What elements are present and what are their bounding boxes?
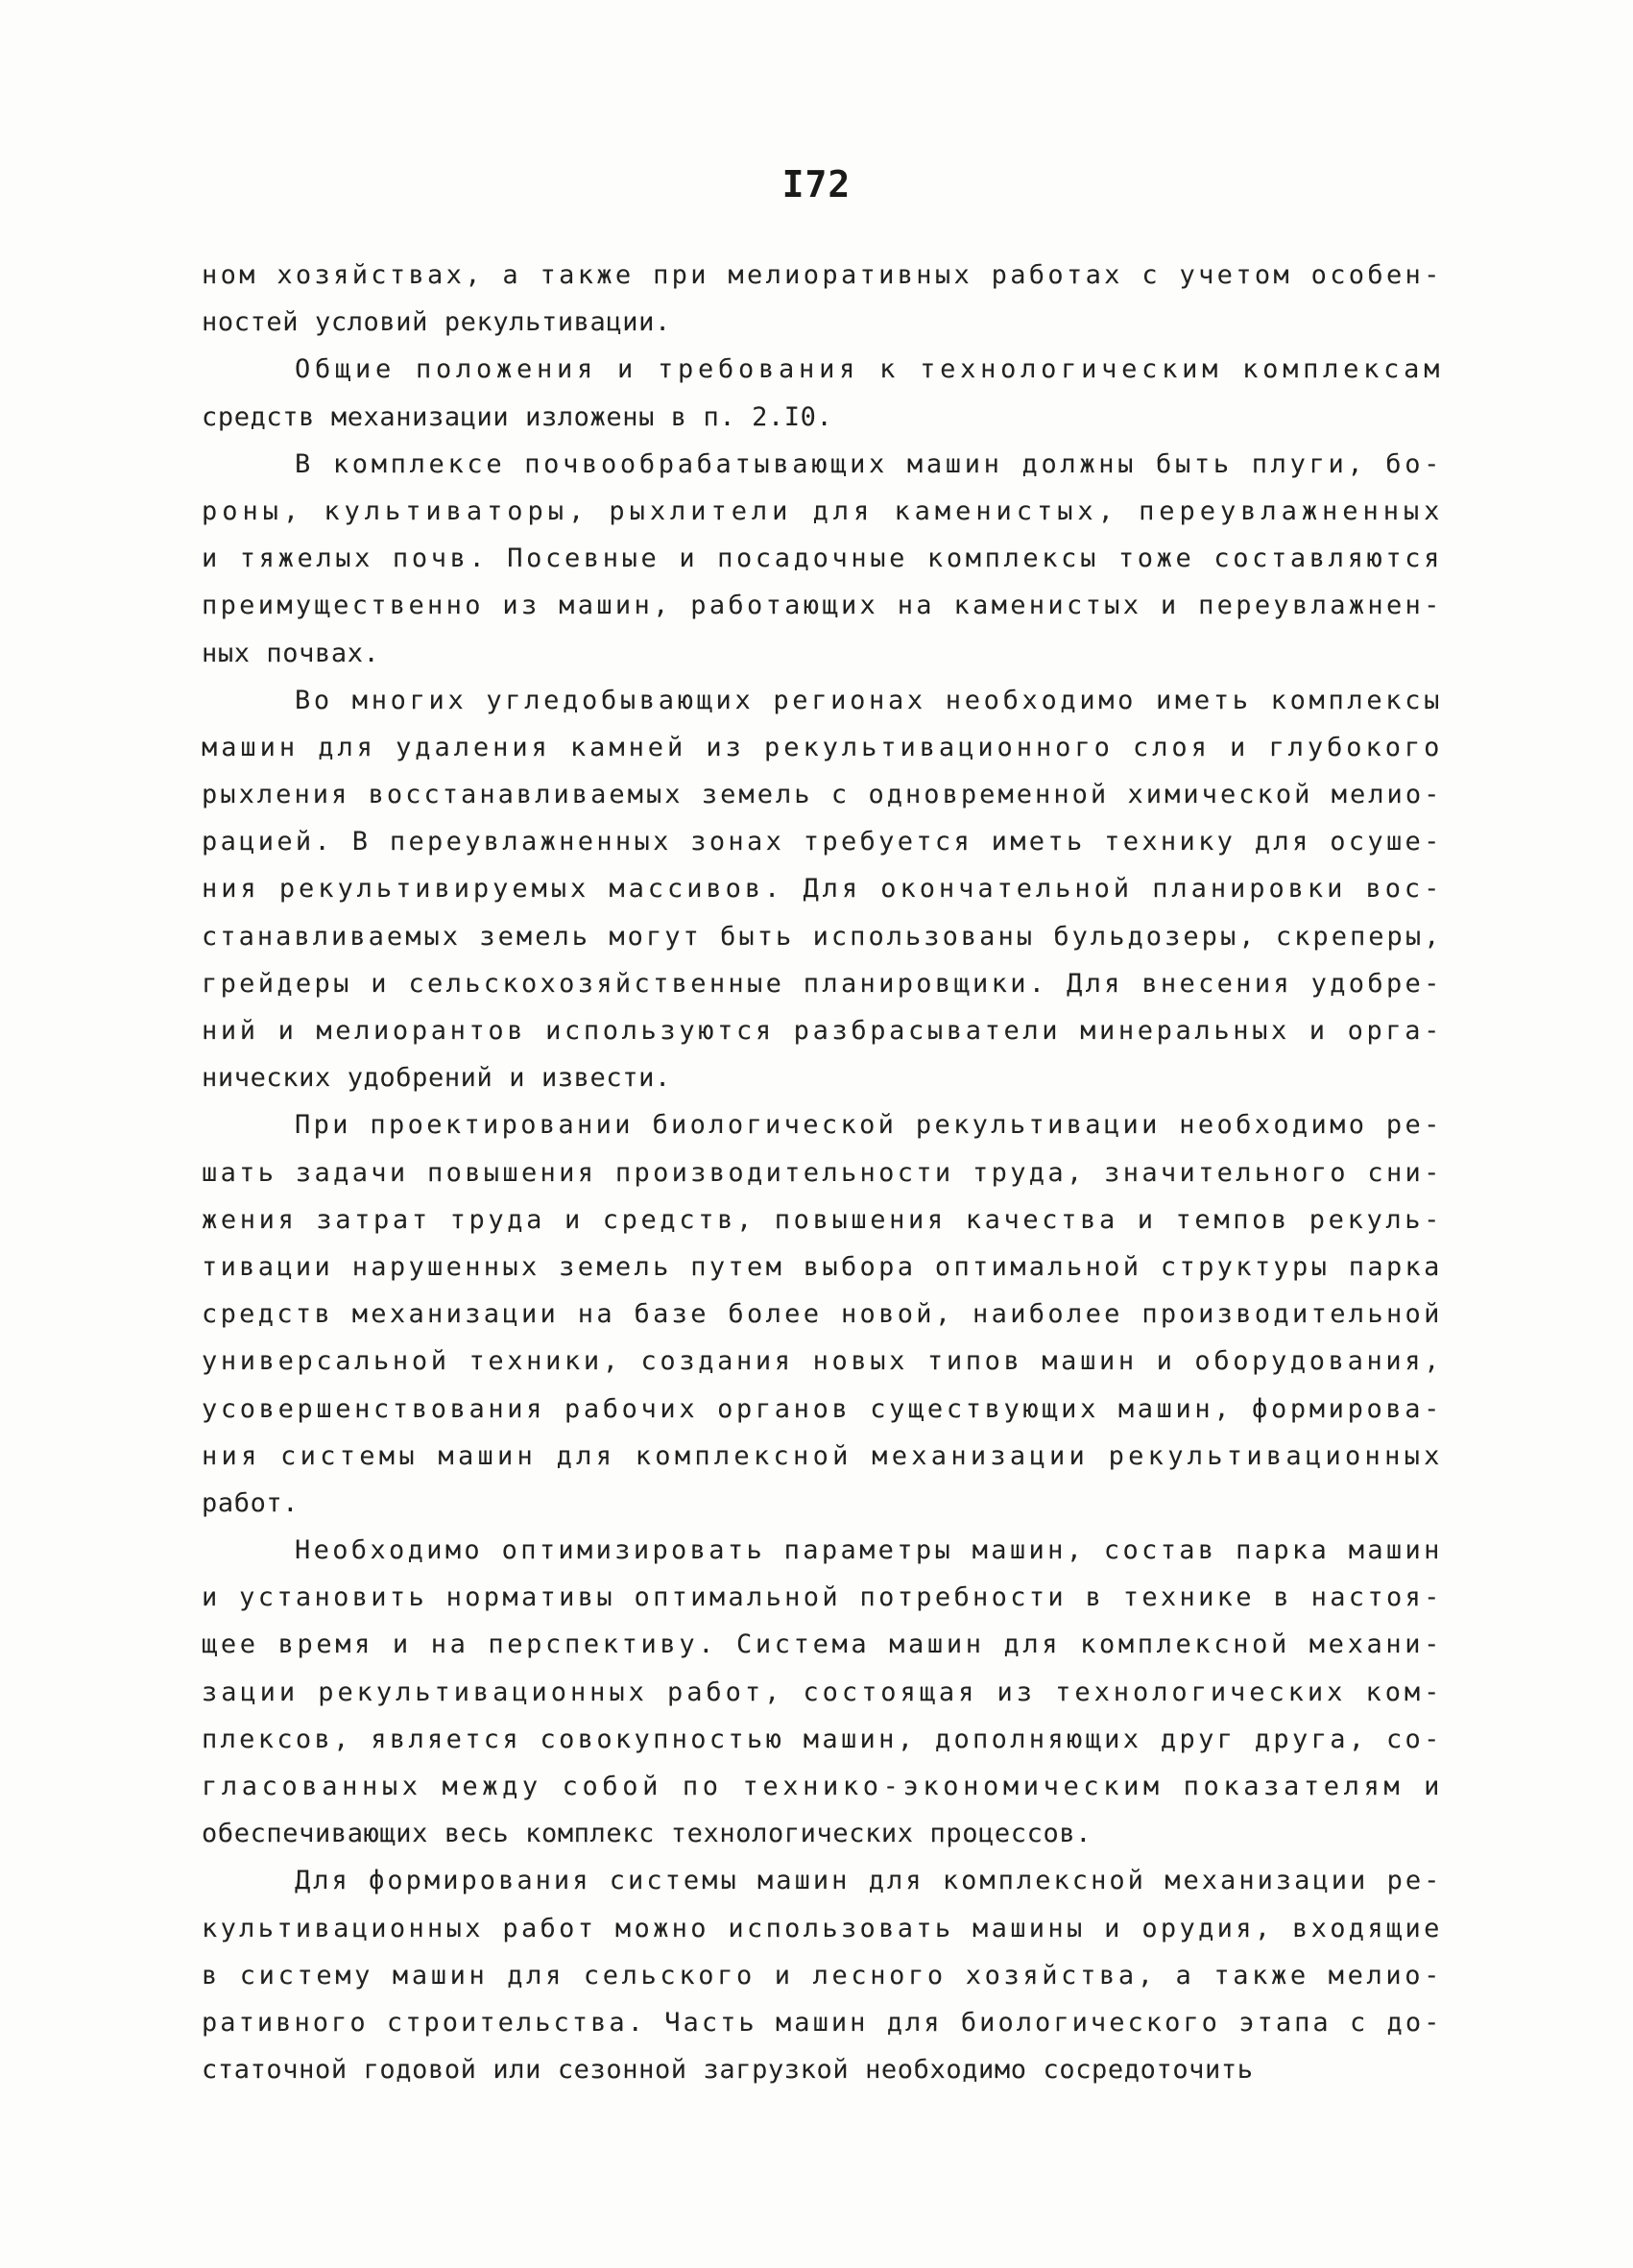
text-line: щее время и на перспективу. Система машин для комплексной механи- xyxy=(202,1629,1444,1660)
text-line: ния рекультивируемых массивов. Для окончательной планировки вос- xyxy=(202,874,1444,905)
text-line: В комплексе почвообрабатывающих машин должны быть плуги, бо- xyxy=(295,448,1444,479)
text-line: тивации нарушенных земель путем выбора оптимальной структуры парка xyxy=(202,1251,1443,1282)
text-line: обеспечивающих весь комплекс технологических процессов. xyxy=(202,1819,1093,1849)
text-line: станавливаемых земель могут быть использованы бульдозеры, скреперы, xyxy=(202,921,1443,952)
text-line: шать задачи повышения производительности труда, значительного сни- xyxy=(202,1157,1443,1188)
text-line: нических удобрений и извести. xyxy=(202,1063,671,1094)
text-line: усовершенствования рабочих органов существующих машин, формирова- xyxy=(202,1393,1444,1424)
text-line: и установить нормативы оптимальной потребности в технике в настоя- xyxy=(202,1582,1443,1613)
text-line: ний и мелиорантов используются разбрасыватели минеральных и орга- xyxy=(202,1016,1444,1046)
text-line: ния системы машин для комплексной механизации рекультивационных xyxy=(202,1440,1444,1471)
text-line: средств механизации изложены в п. 2.I0. xyxy=(202,401,833,432)
text-line: машин для удаления камней из рекультивационного слоя и глубокого xyxy=(202,732,1444,762)
text-line: Во многих угледобывающих регионах необходимо иметь комплексы xyxy=(295,685,1444,715)
text-line: ных почвах. xyxy=(202,638,380,668)
text-line: грейдеры и сельскохозяйственные планировщики. Для внесения удобре- xyxy=(202,968,1443,999)
text-line: При проектировании биологической рекультивации необходимо ре- xyxy=(295,1110,1443,1141)
text-line: статочной годовой или сезонной загрузкой необходимо сосредоточить xyxy=(202,2055,1254,2086)
text-line: в систему машин для сельского и лесного хозяйства, а также мелио- xyxy=(202,1960,1444,1991)
text-line: плексов, является совокупностью машин, дополняющих друг друга, со- xyxy=(202,1724,1443,1754)
text-line: Необходимо оптимизировать параметры машин, состав парка машин xyxy=(295,1535,1443,1566)
text-line: ративного строительства. Часть машин для биологического этапа с до- xyxy=(202,2007,1443,2038)
text-line: универсальной техники, создания новых типов машин и оборудования, xyxy=(202,1346,1444,1377)
text-line: роны, культиваторы, рыхлители для каменистых, переувлажненных xyxy=(202,495,1445,526)
text-line: рыхления восстанавливаемых земель с одновременной химической мелио- xyxy=(202,780,1443,810)
body-text xyxy=(202,252,1445,2093)
page-number: I72 xyxy=(781,163,852,205)
text-line: зации рекультивационных работ, состоящая из технологических ком- xyxy=(202,1677,1444,1707)
text-line: работ. xyxy=(202,1487,300,1518)
text-line: жения затрат труда и средств, повышения качества и темпов рекуль- xyxy=(202,1204,1444,1235)
text-line: Для формирования системы машин для комплексной механизации ре- xyxy=(295,1866,1443,1896)
text-line: рацией. В переувлажненных зонах требуется иметь технику для осуше- xyxy=(202,827,1443,857)
text-line: и тяжелых почв. Посевные и посадочные комплексы тоже составляются xyxy=(202,543,1444,574)
text-line: культивационных работ можно использовать машины и орудия, входящие xyxy=(202,1913,1443,1943)
text-line: средств механизации на базе более новой, наиболее производительной xyxy=(202,1299,1443,1330)
text-line: Общие положения и требования к технологическим комплексам xyxy=(295,354,1445,385)
text-line: ном хозяйствах, а также при мелиоративных работах с учетом особен- xyxy=(202,260,1443,290)
text-line: ностей условий рекультивации. xyxy=(202,307,671,338)
text-line: преимущественно из машин, работающих на каменистых и переувлажнен- xyxy=(202,591,1443,621)
text-line: гласованных между собой по технико-экономическим показателям и xyxy=(202,1772,1445,1801)
